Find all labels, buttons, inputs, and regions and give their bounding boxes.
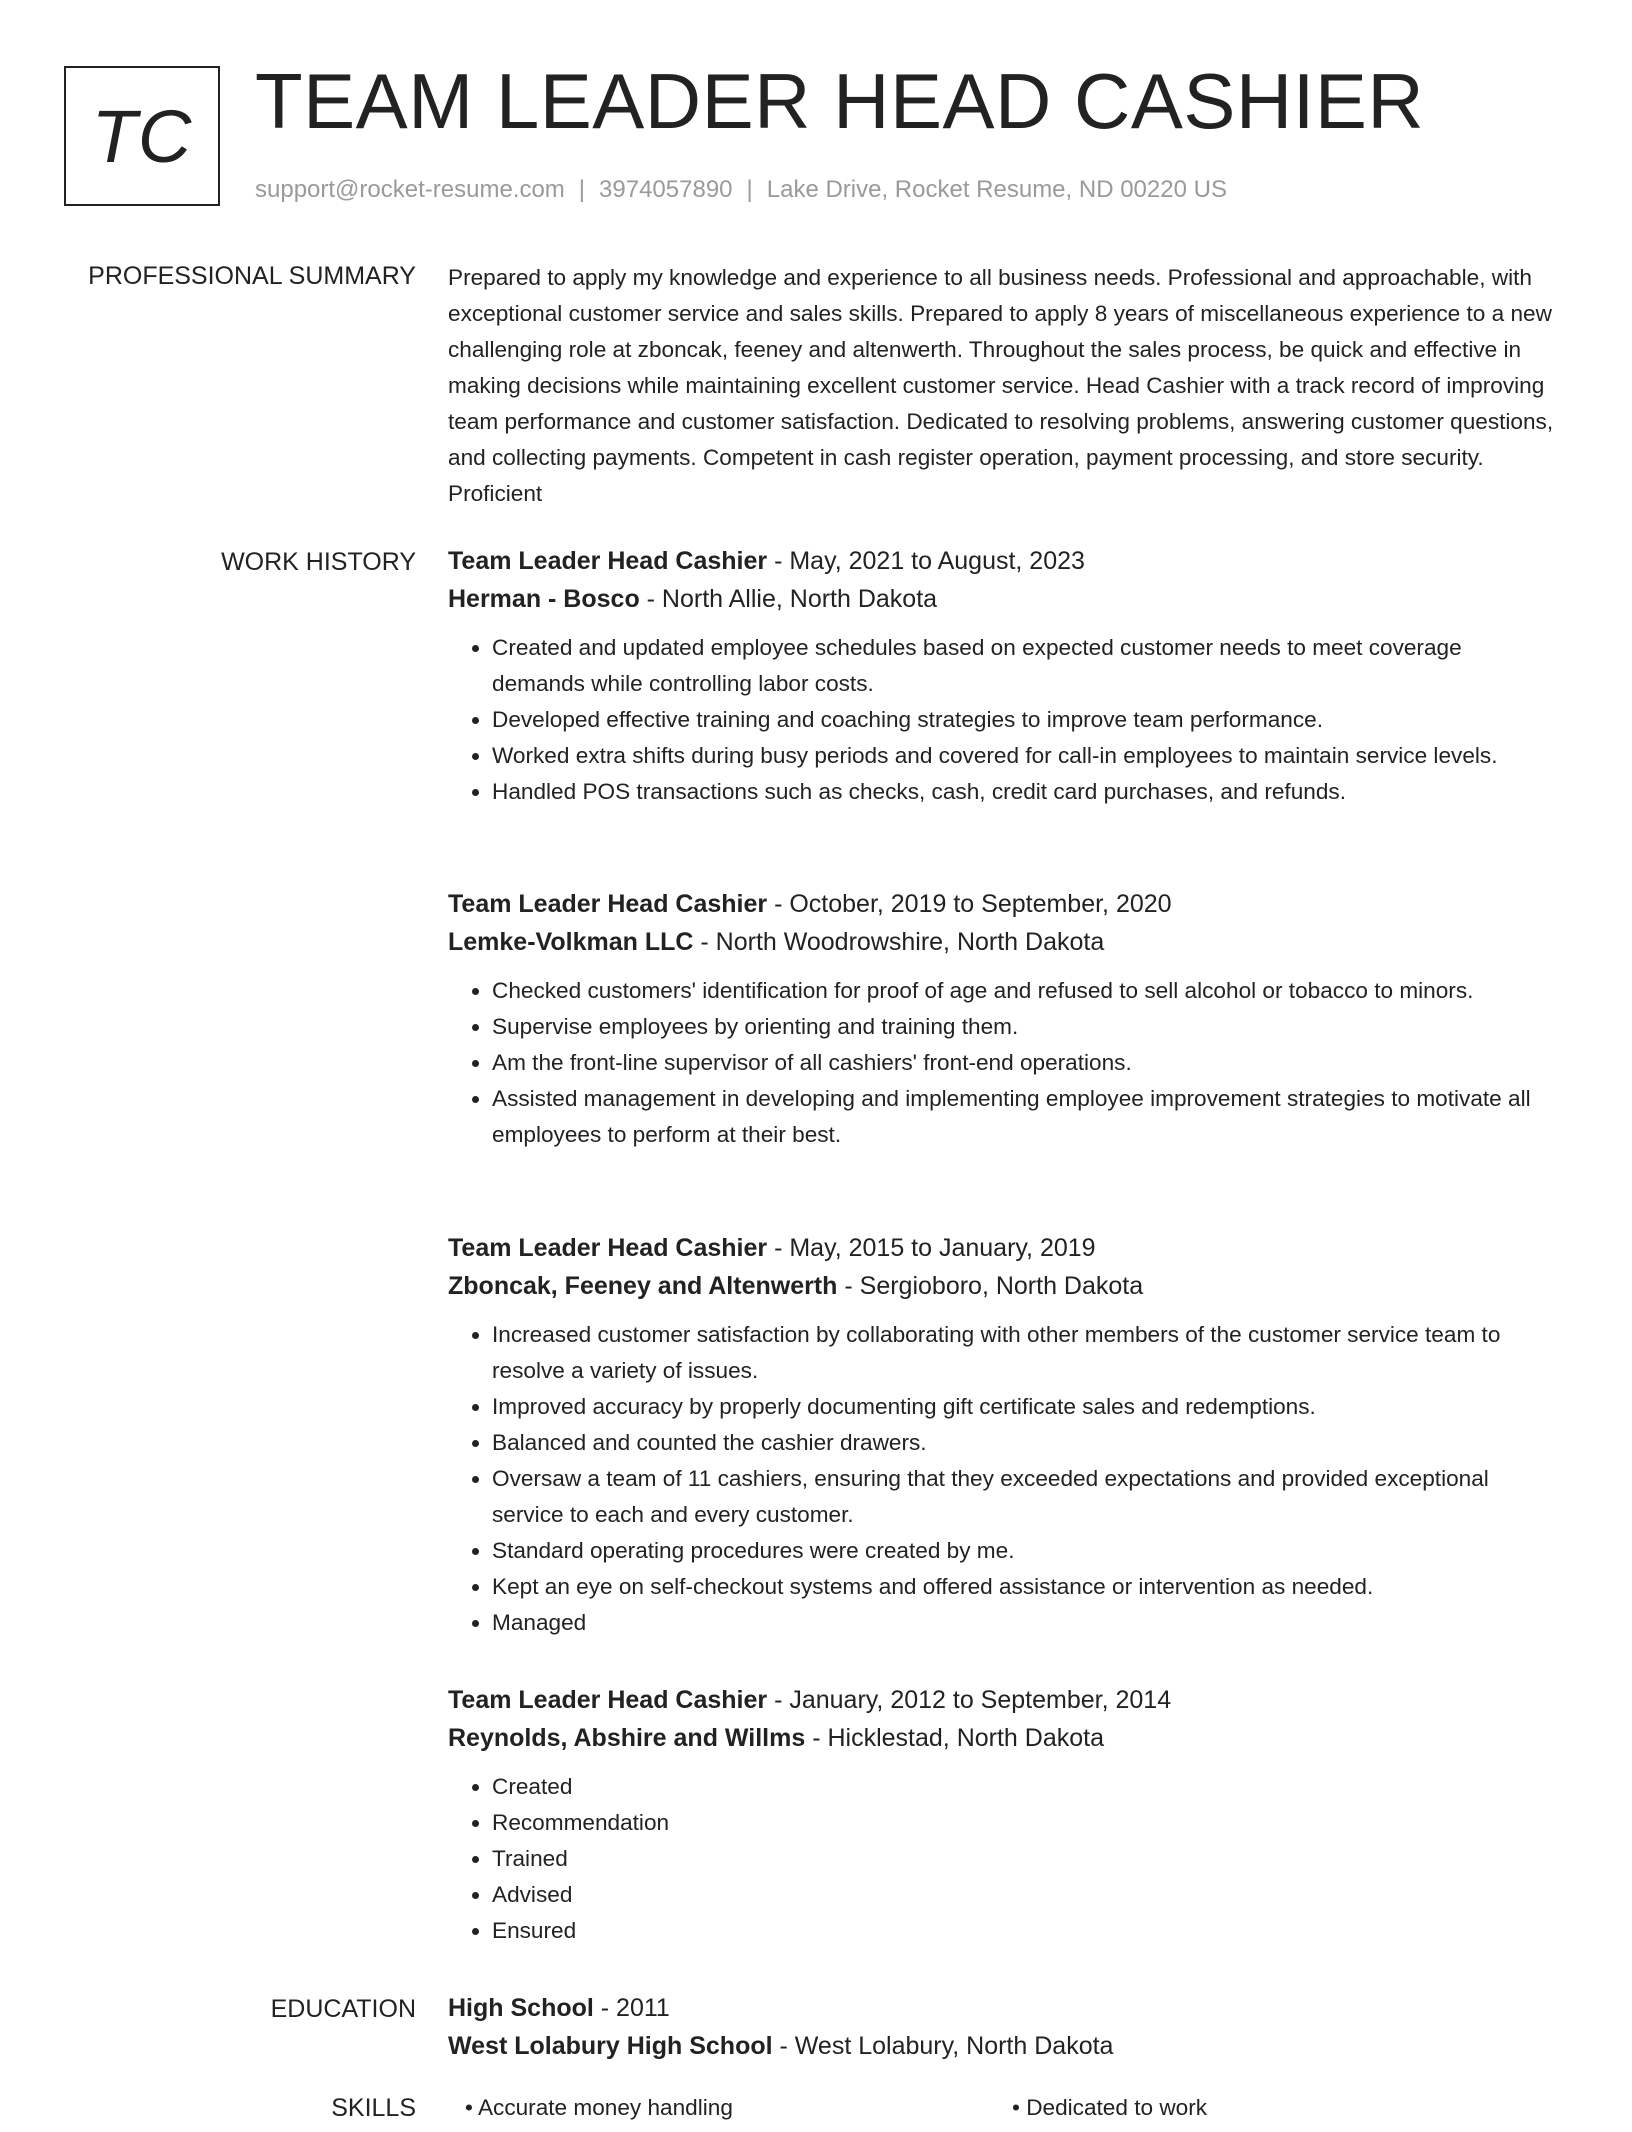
job-bullet: • Supervise employees by orienting and training them. (492, 1009, 1560, 1045)
job-entry (448, 542, 1560, 810)
job-bullet: • Created (492, 1769, 1560, 1805)
contact-address: Lake Drive, Rocket Resume, ND 00220 US (766, 176, 1227, 203)
job-location: - North Woodrowshire, North Dakota (693, 928, 1105, 956)
job-bullets (448, 1769, 1560, 1949)
job-bullets (448, 973, 1560, 1153)
job-title-line (448, 1229, 1560, 1267)
job-company: Reynolds, Abshire and Willms (448, 1724, 806, 1752)
job-company-line (448, 580, 1560, 618)
job-company: Lemke-Volkman LLC (448, 928, 694, 956)
job-entry (448, 1681, 1560, 1949)
contact-line (255, 176, 1227, 204)
skill-item: • Accurate money handling (465, 2095, 733, 2120)
job-dates: - May, 2021 to August, 2023 (767, 547, 1085, 575)
job-bullet: • Managed (492, 1605, 1560, 1641)
job-company: Zboncak, Feeney and Altenwerth (448, 1272, 838, 1300)
job-company: Herman - Bosco (448, 585, 640, 613)
job-bullet: • Worked extra shifts during busy periods and covered for call-in employees to maintain service levels. (492, 738, 1560, 774)
job-title: Team Leader Head Cashier (448, 890, 768, 918)
job-title: Team Leader Head Cashier (448, 547, 768, 575)
education-location: - West Lolabury, North Dakota (772, 2032, 1114, 2060)
job-bullet: • Oversaw a team of 11 cashiers, ensuring that they exceeded expectations and provided exceptional service to each and every customer. (492, 1461, 1560, 1533)
education-school: West Lolabury High School (448, 2032, 773, 2060)
education-degree-line (448, 1989, 1560, 2027)
job-company-line (448, 1719, 1560, 1757)
section-label-education: EDUCATION (270, 1995, 416, 2023)
job-title: Team Leader Head Cashier (448, 1686, 768, 1714)
job-bullet: • Assisted management in developing and implementing employee improvement strategies to motivate all employees to perform at their best. (492, 1081, 1560, 1153)
job-bullet: • Kept an eye on self-checkout systems and offered assistance or intervention as needed. (492, 1569, 1560, 1605)
contact-phone: 3974057890 (599, 176, 733, 203)
job-bullet: • Created and updated employee schedules based on expected customer needs to meet coverage demands while controlling labor costs. (492, 630, 1560, 702)
job-bullet: • Increased customer satisfaction by collaborating with other members of the customer service team to resolve a variety of issues. (492, 1317, 1560, 1389)
job-bullet: • Balanced and counted the cashier drawers. (492, 1425, 1560, 1461)
job-bullets (448, 1317, 1560, 1641)
job-bullet: • Improved accuracy by properly documenting gift certificate sales and redemptions. (492, 1389, 1560, 1425)
section-label-skills: SKILLS (331, 2094, 416, 2122)
initials-monogram: TC (64, 66, 220, 206)
job-title-line (448, 1681, 1560, 1719)
job-company-line (448, 923, 1560, 961)
skills-section-partial (0, 2092, 1632, 2132)
education-entry (448, 1989, 1560, 2065)
job-bullet: • Am the front-line supervisor of all cashiers' front-end operations. (492, 1045, 1560, 1081)
contact-separator: | (578, 176, 586, 203)
job-location: - North Allie, North Dakota (639, 585, 938, 613)
job-company-line (448, 1267, 1560, 1305)
job-title-line (448, 885, 1560, 923)
education-degree: High School (448, 1994, 594, 2022)
contact-email: support@rocket-resume.com (255, 176, 565, 203)
education-school-line (448, 2027, 1560, 2065)
job-location: - Sergioboro, North Dakota (837, 1272, 1144, 1300)
job-bullet: • Checked customers' identification for proof of age and refused to sell alcohol or tobacco to minors. (492, 973, 1560, 1009)
job-dates: - January, 2012 to September, 2014 (767, 1686, 1172, 1714)
job-title-line (448, 542, 1560, 580)
job-bullet: • Advised (492, 1877, 1560, 1913)
contact-separator: | (746, 176, 753, 203)
skill-item-text: Accurate money handling (477, 2095, 733, 2120)
job-entry (448, 1229, 1560, 1641)
job-dates: - May, 2015 to January, 2019 (767, 1234, 1096, 1262)
skill-item: • Dedicated to work (1012, 2095, 1208, 2120)
job-bullet: • Recommendation (492, 1805, 1560, 1841)
section-label-work-history: WORK HISTORY (221, 548, 416, 576)
job-bullet: • Handled POS transactions such as checks, cash, credit card purchases, and refunds. (492, 774, 1560, 810)
job-title: Team Leader Head Cashier (448, 1234, 768, 1262)
education-year: - 2011 (593, 1994, 670, 2022)
job-dates: - October, 2019 to September, 2020 (767, 890, 1172, 918)
job-bullet: • Developed effective training and coaching strategies to improve team performance. (492, 702, 1560, 738)
job-entry (448, 885, 1560, 1153)
skill-item-text: Dedicated to work (1026, 2095, 1208, 2120)
summary-text: Prepared to apply my knowledge and experience to all business needs. Professional and approachable, with exceptional customer service and sales skills. Prepared to apply 8 years of miscellaneous experience to a new challenging role at zboncak, feeney and altenwerth. Throughout the sales process, be quick and effective in making decisions while maintaining excellent customer service. Head Cashier with a track record of improving team performance and customer satisfaction. Dedicated to resolving problems, answering customer questions, and collecting payments. Competent in cash register operation, payment processing, and store security. Proficient (448, 265, 1554, 506)
job-location: - Hicklestad, North Dakota (805, 1724, 1104, 1752)
job-bullet: • Standard operating procedures were created by me. (492, 1533, 1560, 1569)
job-bullets (448, 630, 1560, 810)
section-label-summary: PROFESSIONAL SUMMARY (88, 262, 416, 290)
job-bullet: • Trained (492, 1841, 1560, 1877)
job-bullet: • Ensured (492, 1913, 1560, 1949)
resume-name-title: TEAM LEADER HEAD CASHIER (255, 57, 1425, 145)
